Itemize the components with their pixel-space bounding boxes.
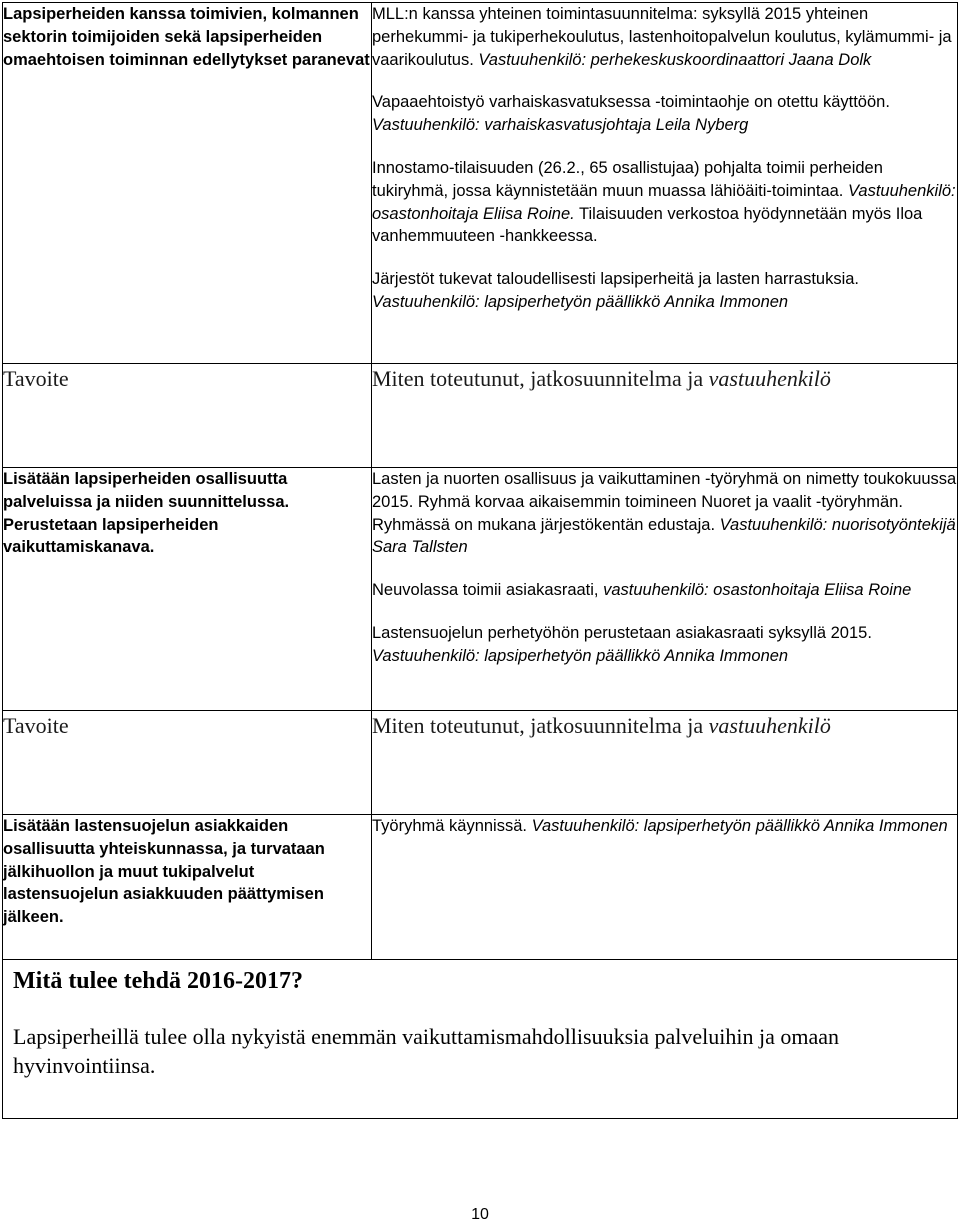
status-text: MLL:n kanssa yhteinen toimintasuunnitelma: syksyllä 2015 yhteinen perhekummi- ja tukiperhekoulutus, lastenhoitopalvelun koulutus, kylämummi- ja vaarikoulutus. — [372, 5, 952, 69]
status-paragraph — [372, 91, 957, 137]
status-paragraph — [372, 268, 957, 314]
status-paragraph — [372, 815, 957, 838]
goal-cell — [3, 815, 372, 960]
page-number: 10 — [471, 1206, 489, 1223]
column-header-goal: Tavoite — [3, 364, 372, 468]
status-text: Lastensuojelun perhetyöhön perustetaan asiakasraati syksyllä 2015. — [372, 623, 872, 642]
status-cell — [372, 3, 958, 364]
table-header-row — [3, 711, 958, 815]
column-header-status — [372, 711, 958, 815]
goal-cell — [3, 468, 372, 711]
table-row — [3, 815, 958, 960]
header-text: Miten toteutunut, jatkosuunnitelma ja — [372, 713, 704, 738]
header-text-italic: vastuuhenkilö — [708, 713, 831, 738]
goals-table — [2, 2, 958, 1119]
responsible-person: Vastuuhenkilö: lapsiperhetyön päällikkö Annika Immonen — [531, 817, 948, 835]
responsible-person: Vastuuhenkilö: nuorisotyöntekijä Sara Tallsten — [372, 515, 956, 557]
summary-cell — [3, 960, 958, 1119]
status-text: Vapaaehtoistyö varhaiskasvatuksessa -toimintaohje on otettu käyttöön. — [372, 93, 890, 112]
table-header-row — [3, 364, 958, 468]
goal-text: Lisätään lastensuojelun asiakkaiden osallisuutta yhteiskunnassa, ja turvataan jälkihuollon ja muut tukipalvelut lastensuojelun asiakkuuden päättymisen jälkeen. — [3, 817, 325, 927]
status-paragraph — [372, 579, 957, 602]
column-header-status — [372, 364, 958, 468]
goal-text: Lapsiperheiden kanssa toimivien, kolmannen sektorin toimijoiden sekä lapsiperheiden omaehtoisen toiminnan edellytykset paranevat — [3, 5, 370, 69]
responsible-person: Vastuuhenkilö: perhekeskuskoordinaattori Jaana Dolk — [478, 50, 872, 69]
status-paragraph — [372, 468, 957, 559]
status-paragraph — [372, 622, 957, 668]
status-cell — [372, 468, 958, 711]
status-text: Neuvolassa toimii asiakasraati, — [372, 581, 599, 600]
header-text-italic: vastuuhenkilö — [708, 366, 831, 391]
responsible-person: Vastuuhenkilö: lapsiperhetyön päällikkö Annika Immonen — [372, 292, 789, 311]
responsible-person: Vastuuhenkilö: lapsiperhetyön päällikkö Annika Immonen — [372, 646, 789, 665]
status-text: Lasten ja nuorten osallisuus ja vaikuttaminen -työryhmä on nimetty toukokuussa 2015. Ryhmä korvaa aikaisemmin toimineen Nuoret ja vaalit -työryhmän. Ryhmässä on mukana järjestökentän edustaja. — [372, 470, 957, 534]
answer-text: Lapsiperheillä tulee olla nykyistä enemmän vaikuttamismahdollisuuksia palveluihin ja omaan hyvinvointiinsa. — [13, 1024, 840, 1078]
table-row — [3, 3, 958, 364]
status-paragraph — [372, 157, 957, 248]
responsible-person: Vastuuhenkilö: varhaiskasvatusjohtaja Leila Nyberg — [372, 116, 749, 135]
status-cell — [372, 815, 958, 960]
column-header-goal: Tavoite — [3, 711, 372, 815]
status-text: Työryhmä käynnissä. — [372, 817, 527, 835]
header-text: Miten toteutunut, jatkosuunnitelma ja — [372, 366, 704, 391]
goal-cell — [3, 3, 372, 364]
status-text: Järjestöt tukevat taloudellisesti lapsiperheitä ja lasten harrastuksia. — [372, 270, 860, 289]
question-heading: Mitä tulee tehdä 2016-2017? — [13, 968, 303, 994]
summary-row — [3, 960, 958, 1119]
goal-text: Lisätään lapsiperheiden osallisuutta palveluissa ja niiden suunnittelussa. Perustetaan lapsiperheiden vaikuttamiskanava. — [3, 470, 290, 557]
table-row — [3, 468, 958, 711]
status-text: Innostamo-tilaisuuden (26.2., 65 osallistujaa) pohjalta toimii perheiden tukiryhmä, jossa käynnistetään muun muassa lähiöäiti-toimintaa. — [372, 158, 883, 200]
status-paragraph — [372, 3, 957, 71]
responsible-person: vastuuhenkilö: osastonhoitaja Eliisa Roine — [603, 581, 912, 600]
responsible-person: Vastuuhenkilö: osastonhoitaja Eliisa Roine. — [372, 181, 956, 223]
status-text: Tilaisuuden verkostoa hyödynnetään myös Iloa vanhemmuuteen -hankkeessa. — [372, 204, 923, 246]
